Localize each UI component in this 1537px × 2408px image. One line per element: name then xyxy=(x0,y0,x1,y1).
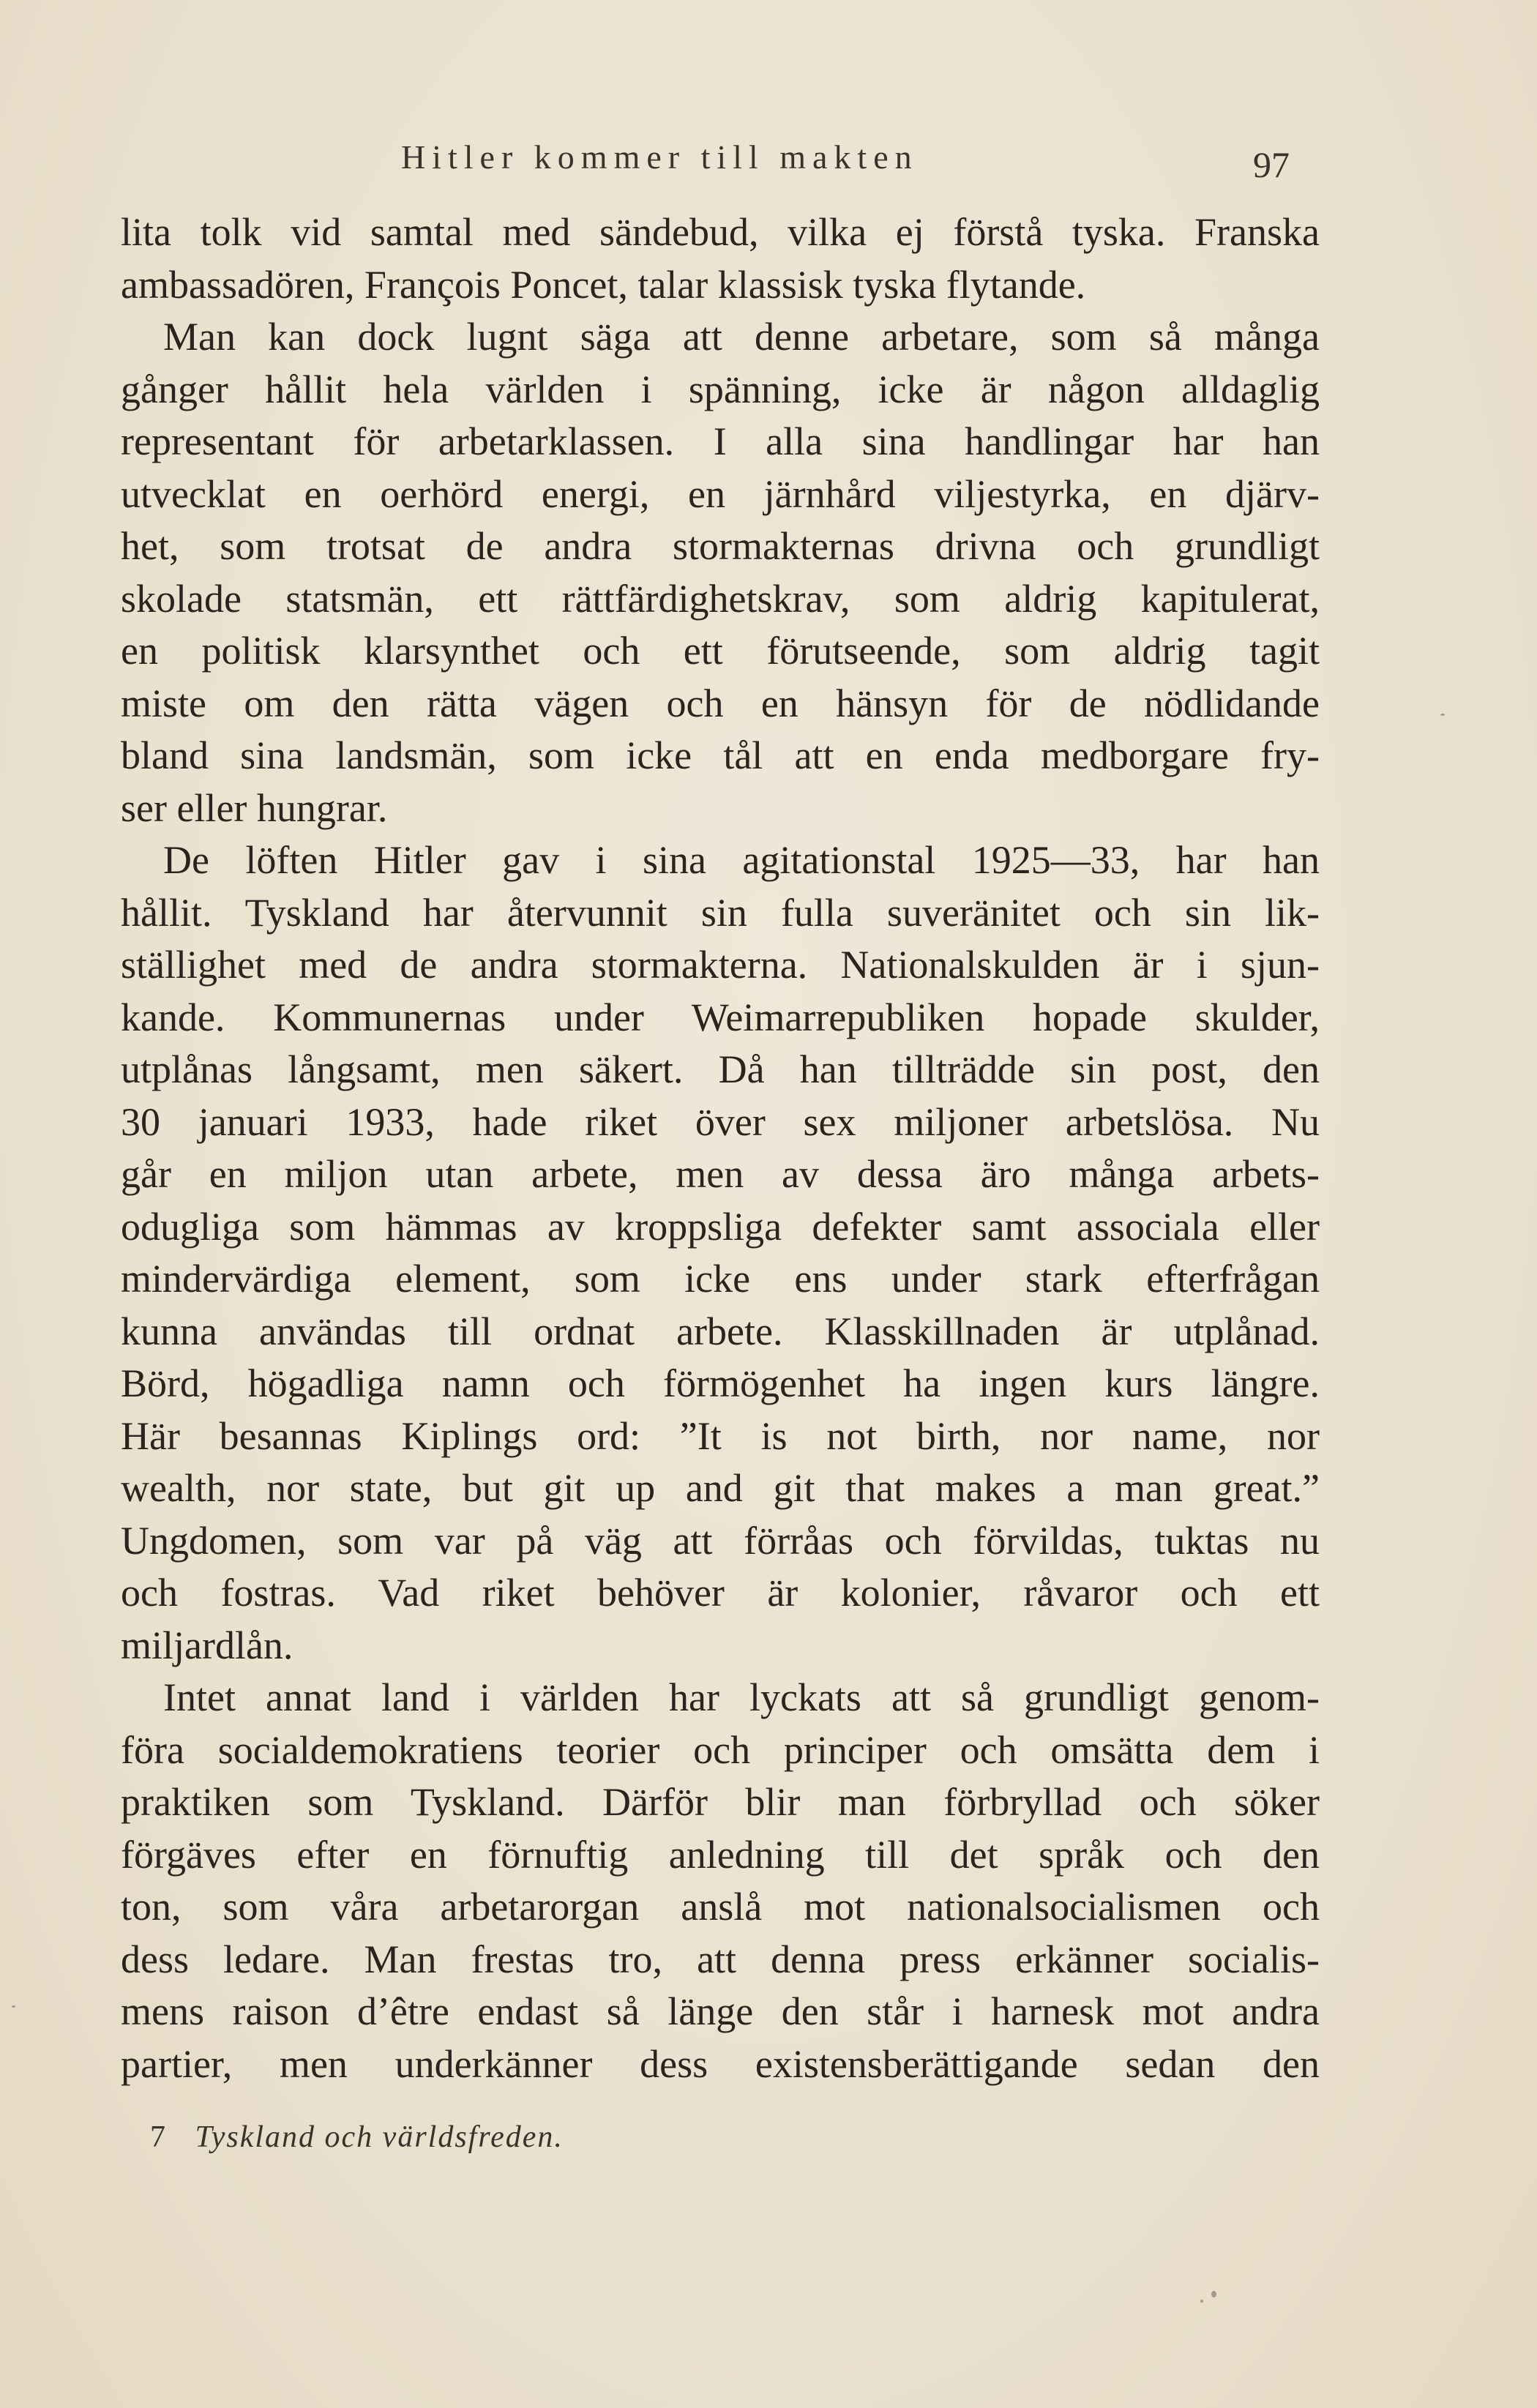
text-line: Intet annat land i världen har lyckats att så grundligt genom- xyxy=(163,1675,1320,1719)
text-line: ton, som våra arbetarorgan anslå mot nationalsocialismen och xyxy=(121,1885,1320,1929)
text-line: miljardlån. xyxy=(121,1623,293,1667)
page-number: 97 xyxy=(1253,144,1290,185)
text-line: Börd, högadliga namn och förmögenhet ha ingen kurs längre. xyxy=(121,1361,1320,1405)
paper-speck xyxy=(12,2005,15,2008)
text-line: lita tolk vid samtal med sändebud, vilka ej förstå tyska. Franska xyxy=(121,210,1320,254)
signature-title: Tyskland och världsfreden. xyxy=(195,2120,564,2154)
text-line: en politisk klarsynthet och ett förutseende, som aldrig tagit xyxy=(121,629,1320,673)
text-line: miste om den rätta vägen och en hänsyn för de nödlidande xyxy=(121,681,1320,725)
text-line: föra socialdemokratiens teorier och principer och omsätta dem i xyxy=(121,1727,1320,1772)
text-line: utvecklat en oerhörd energi, en järnhård viljestyrka, en djärv- xyxy=(121,471,1320,516)
signature-number: 7 xyxy=(150,2120,167,2154)
text-line: kunna användas till ordnat arbete. Klasskillnaden är utplånad. xyxy=(121,1309,1320,1353)
paper-speck xyxy=(1211,2291,1216,2297)
body-text xyxy=(121,206,1320,2090)
paper-speck xyxy=(1440,714,1445,716)
text-line: hållit. Tyskland har återvunnit sin fulla suveränitet och sin lik- xyxy=(121,890,1320,935)
paper-speck xyxy=(1200,2300,1203,2303)
text-line: 30 januari 1933, hade riket över sex miljoner arbetslösa. Nu xyxy=(121,1099,1320,1144)
text-line: gånger hållit hela världen i spänning, icke är någon alldaglig xyxy=(121,367,1320,411)
printer-signature xyxy=(150,2120,564,2155)
text-line: bland sina landsmän, som icke tål att en enda medborgare fry- xyxy=(121,733,1320,777)
text-line: het, som trotsat de andra stormakternas drivna och grundligt xyxy=(121,524,1320,568)
text-line: och fostras. Vad riket behöver är kolonier, råvaror och ett xyxy=(121,1571,1320,1615)
text-line: utplånas långsamt, men säkert. Då han tillträdde sin post, den xyxy=(121,1047,1320,1091)
text-line: ställighet med de andra stormakterna. Nationalskulden är i sjun- xyxy=(121,943,1320,987)
text-line: Ungdomen, som var på väg att förråas och förvildas, tuktas nu xyxy=(121,1518,1320,1563)
text-line: mens raison d’être endast så länge den står i harnesk mot andra xyxy=(121,1989,1320,2033)
text-line: förgäves efter en förnuftig anledning till det språk och den xyxy=(121,1832,1320,1877)
text-line: Här besannas Kiplings ord: ”It is not birth, nor name, nor xyxy=(121,1413,1320,1458)
running-head: Hitler kommer till makten xyxy=(401,138,919,176)
text-line: De löften Hitler gav i sina agitationstal 1925—33, har han xyxy=(163,838,1320,882)
text-line: Man kan dock lugnt säga att denne arbetare, som så många xyxy=(163,315,1320,359)
text-line: praktiken som Tyskland. Därför blir man förbryllad och söker xyxy=(121,1780,1320,1824)
text-line: dess ledare. Man frestas tro, att denna press erkänner socialis- xyxy=(121,1937,1320,1981)
text-line: ser eller hungrar. xyxy=(121,785,388,830)
text-line: odugliga som hämmas av kroppsliga defekter samt associala eller xyxy=(121,1204,1320,1249)
text-line: ambassadören, François Poncet, talar klassisk tyska flytande. xyxy=(121,262,1086,307)
text-line: wealth, nor state, but git up and git that makes a man great.” xyxy=(121,1466,1320,1510)
text-line: går en miljon utan arbete, men av dessa äro många arbets- xyxy=(121,1152,1320,1196)
text-line: skolade statsmän, ett rättfärdighetskrav, som aldrig kapitulerat, xyxy=(121,576,1320,621)
text-line: partier, men underkänner dess existensberättigande sedan den xyxy=(121,2041,1320,2086)
text-line: representant för arbetarklassen. I alla sina handlingar har han xyxy=(121,419,1320,463)
text-line: mindervärdiga element, som icke ens under stark efterfrågan xyxy=(121,1257,1320,1301)
text-line: kande. Kommunernas under Weimarrepubliken hopade skulder, xyxy=(121,995,1320,1039)
